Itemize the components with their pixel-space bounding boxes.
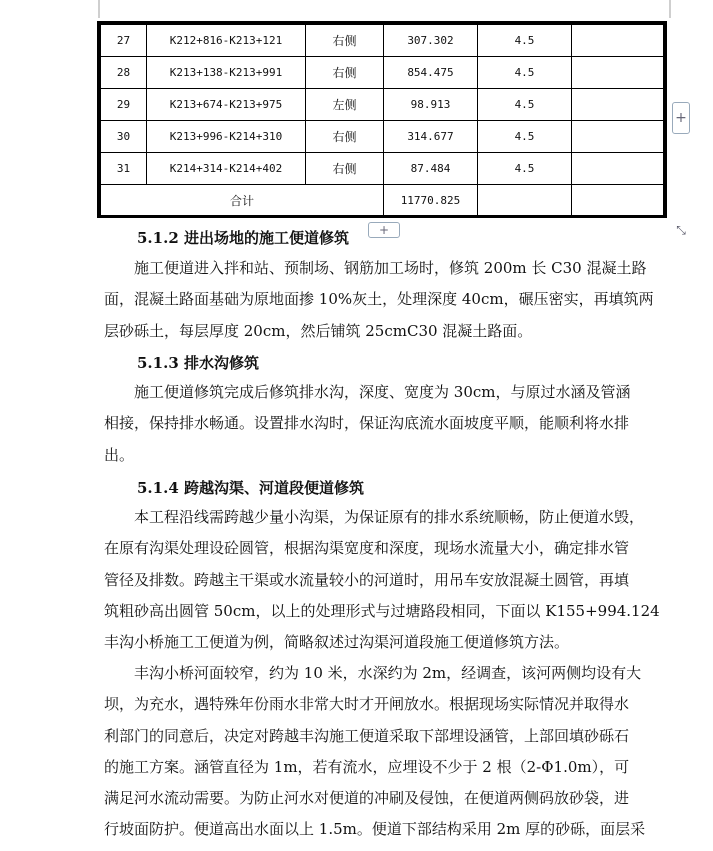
cell-width[interactable]: 4.5 — [478, 25, 572, 57]
cell-length[interactable]: 307.302 — [384, 25, 478, 57]
cell-width[interactable]: 4.5 — [478, 57, 572, 89]
cell-length[interactable]: 854.475 — [384, 57, 478, 89]
text-line: 满足河水流动需要。为防止河水对便道的冲刷及侵蚀，在便道两侧码放砂袋，进 — [104, 789, 630, 808]
table-row — [101, 121, 664, 153]
cell-note[interactable] — [572, 57, 664, 89]
cell-note[interactable] — [572, 153, 664, 185]
cell-range[interactable]: K213+996-K214+310 — [147, 121, 306, 153]
section-heading-5-1-4: 5.1.4 跨越沟渠、河道段便道修筑 — [137, 479, 364, 497]
cell-length[interactable]: 98.913 — [384, 89, 478, 121]
cell-side[interactable]: 右侧 — [306, 153, 384, 185]
cell-width[interactable]: 4.5 — [478, 89, 572, 121]
table-row — [101, 25, 664, 57]
text-line: 本工程沿线需跨越少量小沟渠，为保证原有的排水系统顺畅，防止便道水毁， — [134, 508, 645, 526]
data-table-frame[interactable] — [97, 21, 667, 218]
cell-range[interactable]: K213+138-K213+991 — [147, 57, 306, 89]
text-line: 相接，保持排水畅通。设置排水沟时，保证沟底流水面坡度平顺，能顺利将水排 — [104, 414, 630, 433]
text-line: 坝，为充水，遇特殊年份雨水非常大时才开闸放水。根据现场实际情况并取得水 — [104, 695, 630, 714]
text-line: 施工便道修筑完成后修筑排水沟，深度、宽度为 30cm，与原过水涵及管涵 — [134, 383, 631, 401]
cell-width[interactable]: 4.5 — [478, 121, 572, 153]
cell-length[interactable]: 314.677 — [384, 121, 478, 153]
cell-note[interactable] — [572, 121, 664, 153]
cell-no[interactable]: 29 — [101, 89, 147, 121]
text-line: 利部门的同意后，决定对跨越丰沟施工便道采取下部埋设涵管，上部回填砂砾石 — [104, 726, 630, 745]
text-line: 在原有沟渠处理设砼圆管，根据沟渠宽度和深度，现场水流量大小，确定排水管 — [104, 539, 630, 558]
cell-range[interactable]: K213+674-K213+975 — [147, 89, 306, 121]
section-heading-5-1-2: 5.1.2 进出场地的施工便道修筑 — [137, 229, 349, 247]
section-heading-5-1-3: 5.1.3 排水沟修筑 — [137, 354, 259, 372]
cell-note[interactable] — [572, 25, 664, 57]
cell-length[interactable]: 87.484 — [384, 153, 478, 185]
add-row-button[interactable]: + — [368, 222, 400, 238]
table-total-row — [101, 185, 664, 217]
table-row — [101, 57, 664, 89]
text-line: 出。 — [104, 445, 135, 464]
cell-no[interactable]: 28 — [101, 57, 147, 89]
text-line: 层砂砾土，每层厚度 20cm，然后铺筑 25cmC30 混凝土路面。 — [104, 321, 533, 340]
margin-mark-left — [98, 0, 100, 18]
cell-no[interactable]: 31 — [101, 153, 147, 185]
table-body — [101, 25, 664, 217]
cell-range[interactable]: K212+816-K213+121 — [147, 25, 306, 57]
cell-no[interactable]: 27 — [101, 25, 147, 57]
cell-total-value[interactable]: 11770.825 — [384, 185, 478, 217]
text-line: 丰沟小桥施工工便道为例，简略叙述过沟渠河道段施工便道修筑方法。 — [104, 633, 570, 652]
paragraph-5-1-2 — [104, 253, 660, 347]
page-top-edge — [0, 0, 713, 18]
table-row — [101, 153, 664, 185]
table-resize-icon[interactable]: ⤡ — [676, 222, 686, 237]
cell-side[interactable]: 右侧 — [306, 25, 384, 57]
data-table[interactable] — [100, 24, 664, 217]
cell-empty[interactable] — [478, 185, 572, 217]
text-line: 行坡面防护。便道高出水面以上 1.5m。便道下部结构采用 2m 厚的砂砾，面层采 — [104, 820, 646, 839]
cell-total-label[interactable]: 合计 — [101, 185, 384, 217]
cell-empty[interactable] — [572, 185, 664, 217]
text-line: 面，混凝土路面基础为原地面掺 10%灰土，处理深度 40cm，碾压密实，再填筑两 — [104, 290, 654, 309]
text-line: 的施工方案。涵管直径为 1m，若有流水，应埋设不少于 2 根（2-Φ1.0m），可 — [104, 757, 630, 776]
cell-side[interactable]: 右侧 — [306, 57, 384, 89]
cell-width[interactable]: 4.5 — [478, 153, 572, 185]
cell-no[interactable]: 30 — [101, 121, 147, 153]
table-row — [101, 89, 664, 121]
text-line: 施工便道进入拌和站、预制场、钢筋加工场时，修筑 200m 长 C30 混凝土路 — [134, 259, 647, 277]
paragraph-5-1-3 — [104, 377, 660, 471]
text-line: 丰沟小桥河面较窄，约为 10 米，水深约为 2m，经调查，该河两侧均设有大 — [134, 664, 642, 682]
add-column-button[interactable]: + — [672, 102, 690, 134]
paragraph-5-1-4-a — [104, 502, 660, 658]
cell-note[interactable] — [572, 89, 664, 121]
cell-side[interactable]: 左侧 — [306, 89, 384, 121]
margin-mark-right — [669, 0, 671, 18]
text-line: 筑粗砂高出圆管 50cm，以上的处理形式与过塘路段相同，下面以 K155+994.124 — [104, 601, 660, 620]
text-line: 管径及排数。跨越主干渠或水流量较小的河道时，用吊车安放混凝土圆管，再填 — [104, 570, 630, 589]
cell-side[interactable]: 右侧 — [306, 121, 384, 153]
cell-range[interactable]: K214+314-K214+402 — [147, 153, 306, 185]
paragraph-5-1-4-b — [104, 658, 660, 846]
